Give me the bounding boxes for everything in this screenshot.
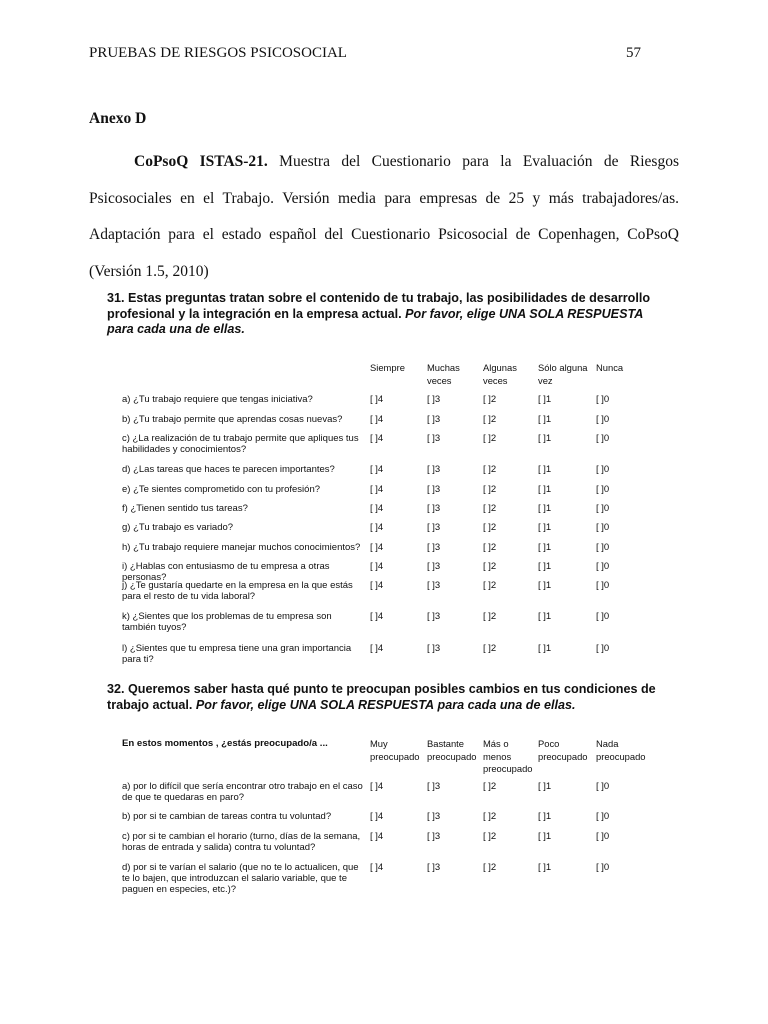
running-head-title: PRUEBAS DE RIESGOS PSICOSOCIAL	[89, 45, 347, 61]
option-checkbox[interactable]: [ ]4	[370, 811, 384, 822]
option-checkbox[interactable]: [ ]3	[427, 394, 441, 405]
option-checkbox[interactable]: [ ]2	[483, 811, 497, 822]
option-checkbox[interactable]: [ ]4	[370, 831, 384, 842]
option-checkbox[interactable]: [ ]0	[596, 580, 610, 591]
option-checkbox[interactable]: [ ]0	[596, 831, 610, 842]
option-checkbox[interactable]: [ ]3	[427, 464, 441, 475]
option-checkbox[interactable]: [ ]4	[370, 394, 384, 405]
question-item: h) ¿Tu trabajo requiere manejar muchos conocimientos?	[122, 542, 361, 553]
table-row	[122, 862, 642, 895]
option-checkbox[interactable]: [ ]4	[370, 561, 384, 572]
intro-bold: CoPsoQ ISTAS-21.	[134, 153, 268, 170]
option-checkbox[interactable]: [ ]2	[483, 862, 497, 873]
option-checkbox[interactable]: [ ]4	[370, 643, 384, 654]
option-checkbox[interactable]: [ ]1	[538, 561, 552, 572]
option-checkbox[interactable]: [ ]4	[370, 503, 384, 514]
q32-title-text: 32. Queremos saber hasta qué punto te preocupan posibles cambios en tus condiciones de trabajo actual.	[107, 682, 656, 712]
q32-instruction	[196, 698, 576, 712]
table-row	[122, 831, 642, 855]
annex-title: Anexo D	[89, 110, 147, 127]
option-checkbox[interactable]: [ ]2	[483, 414, 497, 425]
option-checkbox[interactable]: [ ]1	[538, 811, 552, 822]
q31-instruction-bold: UNA SOLA RESPUESTA	[498, 306, 644, 321]
q32-instruction-tail: para cada una de ellas.	[434, 697, 576, 712]
table-row	[122, 580, 642, 604]
option-checkbox[interactable]: [ ]4	[370, 580, 384, 591]
question-item: e) ¿Te sientes comprometido con tu profesión?	[122, 484, 321, 495]
option-checkbox[interactable]: [ ]1	[538, 503, 552, 514]
option-checkbox[interactable]: [ ]4	[370, 484, 384, 495]
q32-header-muy: Muy preocupado	[370, 738, 420, 762]
option-checkbox[interactable]: [ ]4	[370, 781, 384, 792]
option-checkbox[interactable]: [ ]4	[370, 611, 384, 622]
q32-instruction-lead: Por favor, elige	[195, 697, 290, 712]
option-checkbox[interactable]: [ ]4	[370, 433, 384, 444]
option-checkbox[interactable]: [ ]1	[538, 643, 552, 654]
option-checkbox[interactable]: [ ]3	[427, 503, 441, 514]
option-checkbox[interactable]: [ ]3	[427, 414, 441, 425]
option-checkbox[interactable]: [ ]3	[427, 542, 441, 553]
question-item: k) ¿Sientes que los problemas de tu empresa son también tuyos?	[122, 611, 332, 633]
table-row	[122, 433, 642, 457]
q32-header-mas-o-menos: Más o menos preocupado	[483, 738, 533, 774]
option-checkbox[interactable]: [ ]2	[483, 433, 497, 444]
option-checkbox[interactable]: [ ]1	[538, 484, 552, 495]
running-head	[89, 45, 641, 62]
q31-header-muchas-veces: Muchas veces	[427, 362, 460, 386]
question-item: b) ¿Tu trabajo permite que aprendas cosas nuevas?	[122, 414, 343, 425]
question-item: b) por si te cambian de tareas contra tu voluntad?	[122, 811, 332, 822]
option-checkbox[interactable]: [ ]2	[483, 542, 497, 553]
option-checkbox[interactable]: [ ]0	[596, 781, 610, 792]
intro-paragraph	[89, 144, 679, 290]
q31-header-solo-alguna-vez: Sólo alguna vez	[538, 362, 588, 386]
question-item: a) por lo difícil que sería encontrar otro trabajo en el caso de que te quedaras en paro?	[122, 781, 363, 803]
q32-header-bastante: Bastante preocupado	[427, 738, 477, 762]
option-checkbox[interactable]: [ ]3	[427, 484, 441, 495]
option-checkbox[interactable]: [ ]2	[483, 561, 497, 572]
q31-title	[107, 291, 667, 338]
option-checkbox[interactable]: [ ]0	[596, 414, 610, 425]
option-checkbox[interactable]: [ ]0	[596, 503, 610, 514]
option-checkbox[interactable]: [ ]0	[596, 464, 610, 475]
page-number: 57	[626, 45, 641, 61]
option-checkbox[interactable]: [ ]4	[370, 522, 384, 533]
option-checkbox[interactable]: [ ]1	[538, 542, 552, 553]
option-checkbox[interactable]: [ ]2	[483, 484, 497, 495]
option-checkbox[interactable]: [ ]0	[596, 542, 610, 553]
option-checkbox[interactable]: [ ]0	[596, 484, 610, 495]
option-checkbox[interactable]: [ ]2	[483, 394, 497, 405]
question-item: d) por si te varían el salario (que no te lo actualicen, que te lo bajen, que introduzcan el salario variable, que te paguen en especies, etc.)?	[122, 862, 359, 895]
q31-header-algunas-veces: Algunas veces	[483, 362, 517, 386]
option-checkbox[interactable]: [ ]0	[596, 862, 610, 873]
option-checkbox[interactable]: [ ]3	[427, 522, 441, 533]
intro-text: Muestra del Cuestionario para la Evaluación de Riesgos Psicosociales en el Trabajo. Versión media para empresas de 25 y más trabajadores/as. Adaptación para el estado español del Cuestionario Psicosocial de Copenhagen, CoPsoQ (Versión 1.5, 2010)	[89, 153, 679, 280]
option-checkbox[interactable]: [ ]3	[427, 781, 441, 792]
question-item: c) por si te cambian el horario (turno, días de la semana, horas de entrada y salida) contra tu voluntad?	[122, 831, 361, 853]
option-checkbox[interactable]: [ ]0	[596, 433, 610, 444]
option-checkbox[interactable]: [ ]1	[538, 611, 552, 622]
option-checkbox[interactable]: [ ]3	[427, 831, 441, 842]
option-checkbox[interactable]: [ ]2	[483, 580, 497, 591]
option-checkbox[interactable]: [ ]2	[483, 611, 497, 622]
option-checkbox[interactable]: [ ]2	[483, 503, 497, 514]
option-checkbox[interactable]: [ ]3	[427, 862, 441, 873]
option-checkbox[interactable]: [ ]4	[370, 464, 384, 475]
option-checkbox[interactable]: [ ]1	[538, 580, 552, 591]
option-checkbox[interactable]: [ ]3	[427, 433, 441, 444]
question-item: f) ¿Tienen sentido tus tareas?	[122, 503, 248, 514]
option-checkbox[interactable]: [ ]0	[596, 561, 610, 572]
option-checkbox[interactable]: [ ]3	[427, 643, 441, 654]
q32-lead-header: En estos momentos , ¿estás preocupado/a ...	[122, 738, 328, 749]
question-item: c) ¿La realización de tu trabajo permite que apliques tus habilidades y conocimientos?	[122, 433, 359, 455]
q32-instruction-bold: UNA SOLA RESPUESTA	[289, 697, 435, 712]
option-checkbox[interactable]: [ ]2	[483, 831, 497, 842]
option-checkbox[interactable]: [ ]3	[427, 580, 441, 591]
option-checkbox[interactable]: [ ]4	[370, 414, 384, 425]
q31-header-nunca: Nunca	[596, 362, 624, 373]
option-checkbox[interactable]: [ ]2	[483, 464, 497, 475]
option-checkbox[interactable]: [ ]2	[483, 643, 497, 654]
option-checkbox[interactable]: [ ]0	[596, 611, 610, 622]
option-checkbox[interactable]: [ ]0	[596, 811, 610, 822]
option-checkbox[interactable]: [ ]1	[538, 862, 552, 873]
option-checkbox[interactable]: [ ]3	[427, 811, 441, 822]
q31-instruction-tail: para cada una de ellas.	[107, 322, 245, 336]
question-item: l) ¿Sientes que tu empresa tiene una gran importancia para ti?	[122, 643, 352, 665]
option-checkbox[interactable]: [ ]3	[427, 611, 441, 622]
question-item: j) ¿Te gustaría quedarte en la empresa en la que estás para el resto de tu vida laboral?	[122, 580, 353, 602]
option-checkbox[interactable]: [ ]1	[538, 522, 552, 533]
table-row	[122, 643, 642, 667]
q31-title-text: 31. Estas preguntas tratan sobre el contenido de tu trabajo, las posibilidades de desarrollo profesional y la integración en la empresa actual.	[107, 291, 651, 321]
option-checkbox[interactable]: [ ]1	[538, 464, 552, 475]
option-checkbox[interactable]: [ ]4	[370, 862, 384, 873]
question-item: d) ¿Las tareas que haces te parecen importantes?	[122, 464, 335, 475]
option-checkbox[interactable]: [ ]0	[596, 394, 610, 405]
question-item: a) ¿Tu trabajo requiere que tengas iniciativa?	[122, 394, 313, 405]
q32-title	[107, 682, 667, 713]
option-checkbox[interactable]: [ ]2	[483, 522, 497, 533]
option-checkbox[interactable]: [ ]1	[538, 414, 552, 425]
option-checkbox[interactable]: [ ]2	[483, 781, 497, 792]
q31-header-siempre: Siempre	[370, 362, 405, 373]
option-checkbox[interactable]: [ ]1	[538, 781, 552, 792]
option-checkbox[interactable]: [ ]1	[538, 394, 552, 405]
question-item: i) ¿Hablas con entusiasmo de tu empresa a otras personas?	[122, 561, 330, 583]
option-checkbox[interactable]: [ ]0	[596, 522, 610, 533]
q32-header-poco: Poco preocupado	[538, 738, 588, 762]
option-checkbox[interactable]: [ ]4	[370, 542, 384, 553]
question-item: g) ¿Tu trabajo es variado?	[122, 522, 234, 533]
option-checkbox[interactable]: [ ]1	[538, 831, 552, 842]
option-checkbox[interactable]: [ ]1	[538, 433, 552, 444]
q32-header-nada: Nada preocupado	[596, 738, 646, 762]
option-checkbox[interactable]: [ ]3	[427, 561, 441, 572]
table-row	[122, 611, 642, 635]
table-row	[122, 781, 642, 805]
q31-instruction-lead: Por favor, elige	[405, 306, 499, 321]
option-checkbox[interactable]: [ ]0	[596, 643, 610, 654]
